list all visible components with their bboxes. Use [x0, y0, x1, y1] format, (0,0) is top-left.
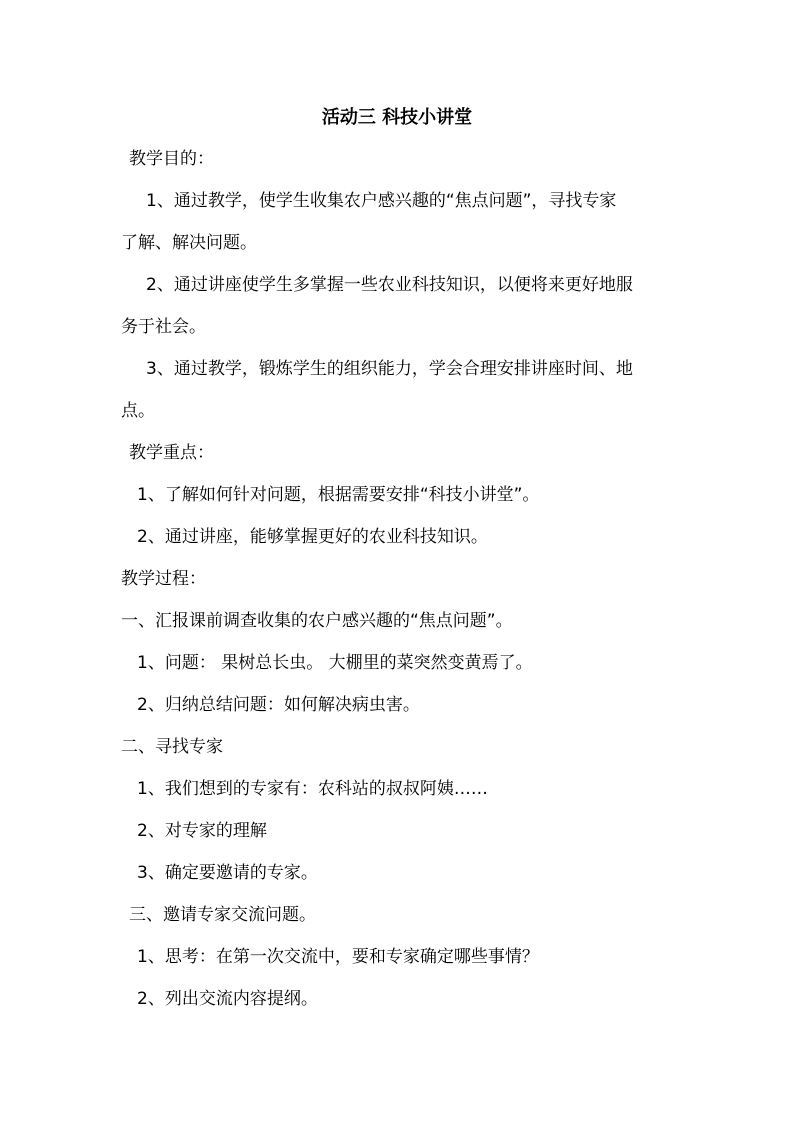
process-step-3-item-1: 1、思考：在第一次交流中，要和专家确定哪些事情？ — [137, 947, 539, 967]
key-point-2: 2、通过讲座，能够掌握更好的农业科技知识。 — [137, 527, 488, 547]
process-step-2-item-3: 3、确定要邀请的专家。 — [137, 863, 318, 883]
process-step-3-item-2: 2、列出交流内容提纲。 — [137, 989, 318, 1009]
process-step-1-heading: 一、汇报课前调查收集的农户感兴趣的“焦点问题”。 — [121, 611, 513, 631]
process-step-2-heading: 二、寻找专家 — [121, 737, 223, 757]
process-step-1-item-2: 2、归纳总结问题：如何解决病虫害。 — [137, 695, 420, 715]
objective-1-line-2: 了解、解决问题。 — [121, 233, 257, 253]
objective-1-line-1: 1、通过教学，使学生收集农户感兴趣的“焦点问题”，寻找专家 — [146, 191, 617, 211]
objective-3-line-2: 点。 — [121, 401, 155, 421]
process-step-2-item-1: 1、我们想到的专家有：农科站的叔叔阿姨…… — [137, 779, 488, 799]
objective-3-line-1: 3、通过教学，锻炼学生的组织能力，学会合理安排讲座时间、地 — [146, 359, 633, 379]
section-heading-objectives: 教学目的： — [129, 149, 214, 169]
document-title: 活动三 科技小讲堂 — [321, 107, 473, 128]
section-heading-process: 教学过程： — [121, 569, 206, 589]
process-step-3-heading: 三、邀请专家交流问题。 — [129, 905, 316, 925]
objective-2-line-1: 2、通过讲座使学生多掌握一些农业科技知识，以便将来更好地服 — [146, 275, 633, 295]
section-heading-key-points: 教学重点： — [129, 443, 214, 463]
key-point-1: 1、了解如何针对问题，根据需要安排“科技小讲堂”。 — [137, 485, 540, 505]
process-step-1-item-1: 1、问题： 果树总长虫。 大棚里的菜突然变黄焉了。 — [137, 653, 533, 673]
objective-2-line-2: 务于社会。 — [121, 317, 206, 337]
process-step-2-item-2: 2、对专家的理解 — [137, 821, 267, 841]
